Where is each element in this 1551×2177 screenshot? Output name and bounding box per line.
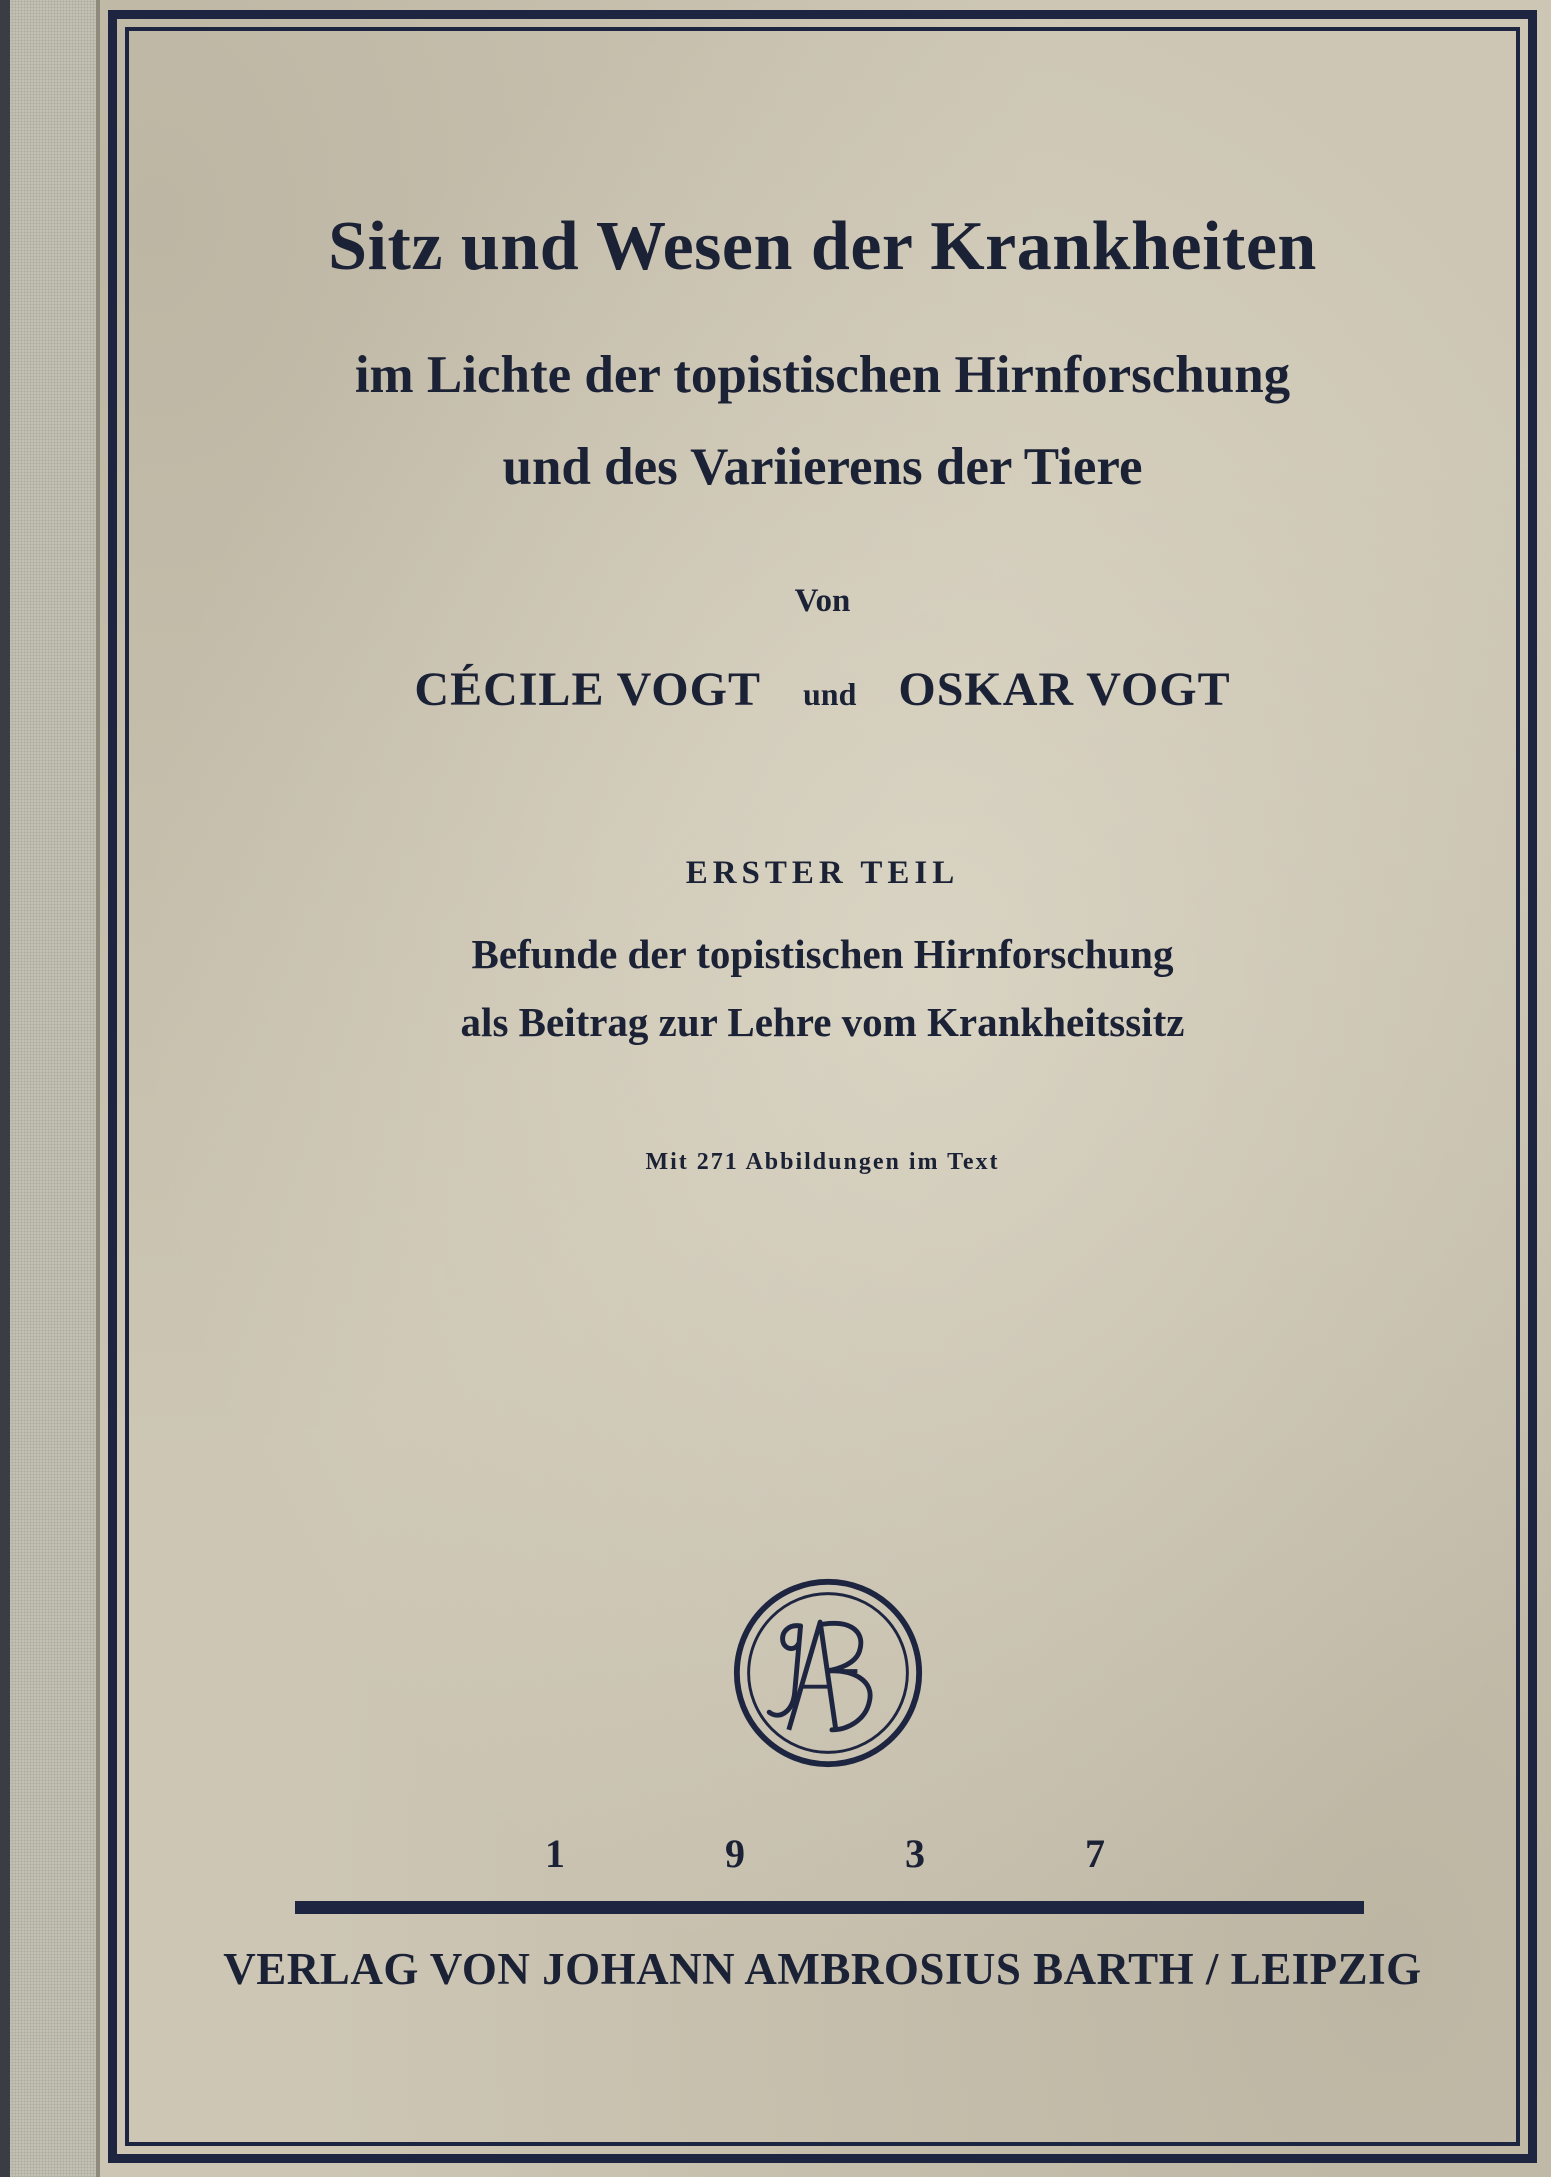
year-digit-2: 9: [725, 1831, 745, 1876]
illustrations-note: Mit 271 Abbildungen im Text: [645, 1149, 1000, 1175]
book-title: Sitz und Wesen der Krankheiten: [328, 208, 1317, 285]
publisher-monogram-jab-icon: [730, 1575, 926, 1771]
year-digit-1: 1: [545, 1831, 565, 1876]
publisher-line: VERLAG VON JOHANN AMBROSIUS BARTH / LEIPZIG: [223, 1944, 1422, 1994]
part-title-line-2: als Beitrag zur Lehre vom Krankheitssitz: [460, 999, 1185, 1045]
author-oskar-vogt: OSKAR VOGT: [898, 663, 1231, 716]
part-label: ERSTER TEIL: [685, 855, 960, 891]
author-cecile-vogt: CÉCILE VOGT: [414, 663, 761, 716]
book-spine: [0, 0, 100, 2177]
year-digit-3: 3: [905, 1831, 925, 1876]
publisher-divider-rule: [295, 1901, 1364, 1914]
by-label: Von: [794, 583, 851, 619]
year-digit-4: 7: [1085, 1831, 1105, 1876]
authors-line: [125, 662, 1520, 717]
part-title-line-1: Befunde der topistischen Hirnforschung: [471, 931, 1174, 977]
publication-year: [545, 1830, 1105, 1877]
book-subtitle-line-2: und des Variierens der Tiere: [502, 438, 1143, 496]
spine-edge: [0, 0, 10, 2177]
book-subtitle-line-1: im Lichte der topistischen Hirnforschung: [354, 346, 1291, 404]
author-join: und: [802, 676, 857, 712]
